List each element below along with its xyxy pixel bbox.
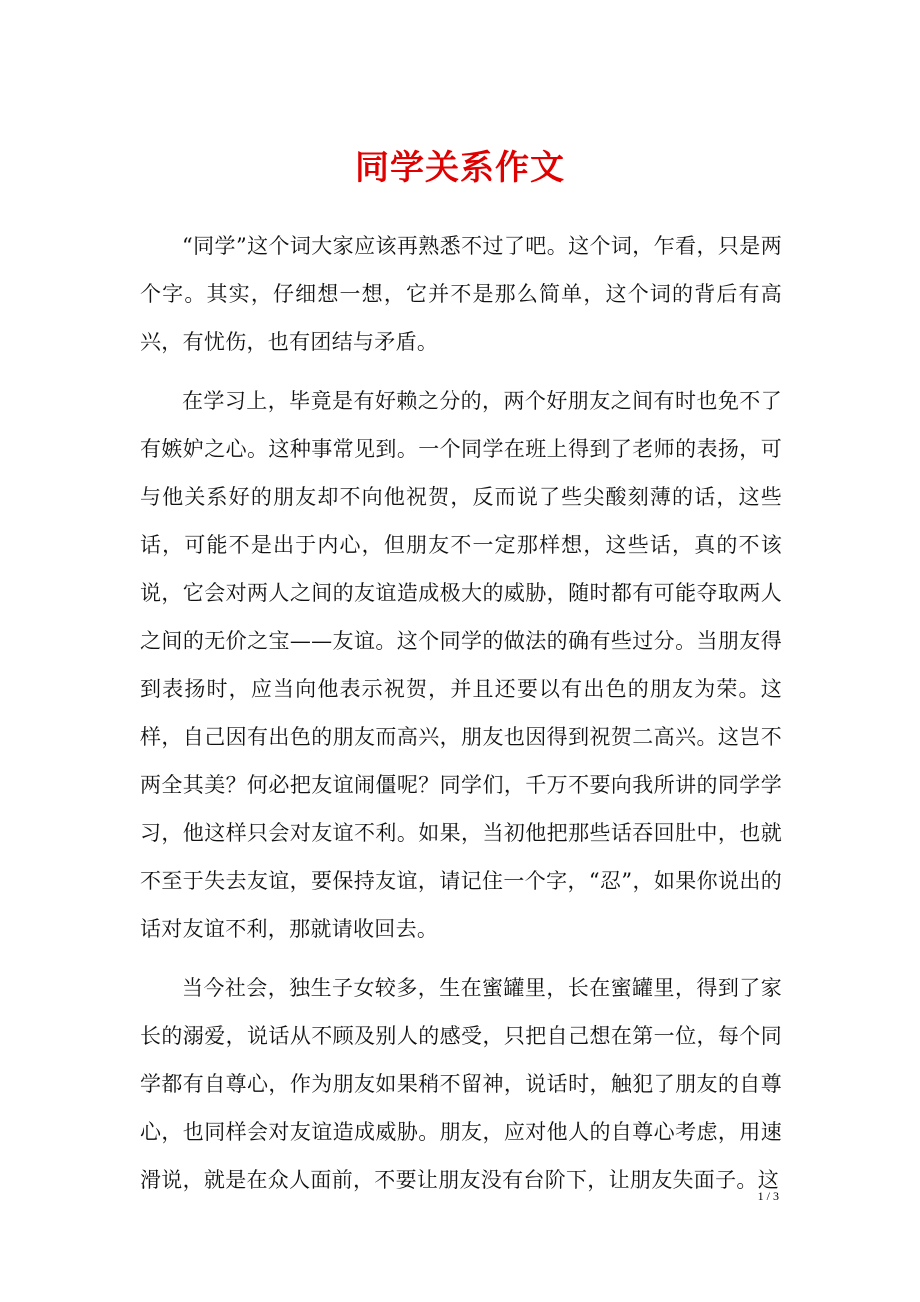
document-title: 同学关系作文 — [355, 148, 565, 188]
document-body — [140, 222, 782, 1215]
paragraph-3: 当今社会，独生子女较多，生在蜜罐里，长在蜜罐里，得到了家长的溺爱，说话从不顾及别人的感受，只把自己想在第一位，每个同学都有自尊心，作为朋友如果稍不留神，说话时，触犯了朋友的自尊心，也同样会对友谊造成威胁。朋友，应对他人的自尊心考虑，用速滑说，就是在众人面前，不要让朋友没有台阶下，让朋友失面子。这 — [140, 976, 782, 1192]
page-number: 1 / 3 — [757, 1189, 779, 1203]
paragraph-2: 在学习上，毕竟是有好赖之分的，两个好朋友之间有时也免不了有嫉妒之心。这种事常见到。一个同学在班上得到了老师的表扬，可与他关系好的朋友却不向他祝贺，反而说了些尖酸刻薄的话，这些话，可能不是出于内心，但朋友不一定那样想，这些话，真的不该说，它会对两人之间的友谊造成极大的威胁，随时都有可能夺取两人之间的无价之宝——友谊。这个同学的做法的确有些过分。当朋友得到表扬时，应当向他表示祝贺，并且还要以有出色的朋友为荣。这样，自己因有出色的朋友而高兴，朋友也因得到祝贺二高兴。这岂不两全其美？何必把友谊闹僵呢？同学们，千万不要向我所讲的同学学习，他这样只会对友谊不利。如果，当初他把那些话吞回肚中，也就不至于失去友谊，要保持友谊，请记住一个字，“忍”，如果你说出的话对友谊不利，那就请收回去。 — [140, 389, 782, 941]
paragraph-1: “同学”这个词大家应该再熟悉不过了吧。这个词，乍看，只是两个字。其实，仔细想一想，它并不是那么简单，这个词的背后有高兴，有忧伤，也有团结与矛盾。 — [140, 234, 782, 354]
